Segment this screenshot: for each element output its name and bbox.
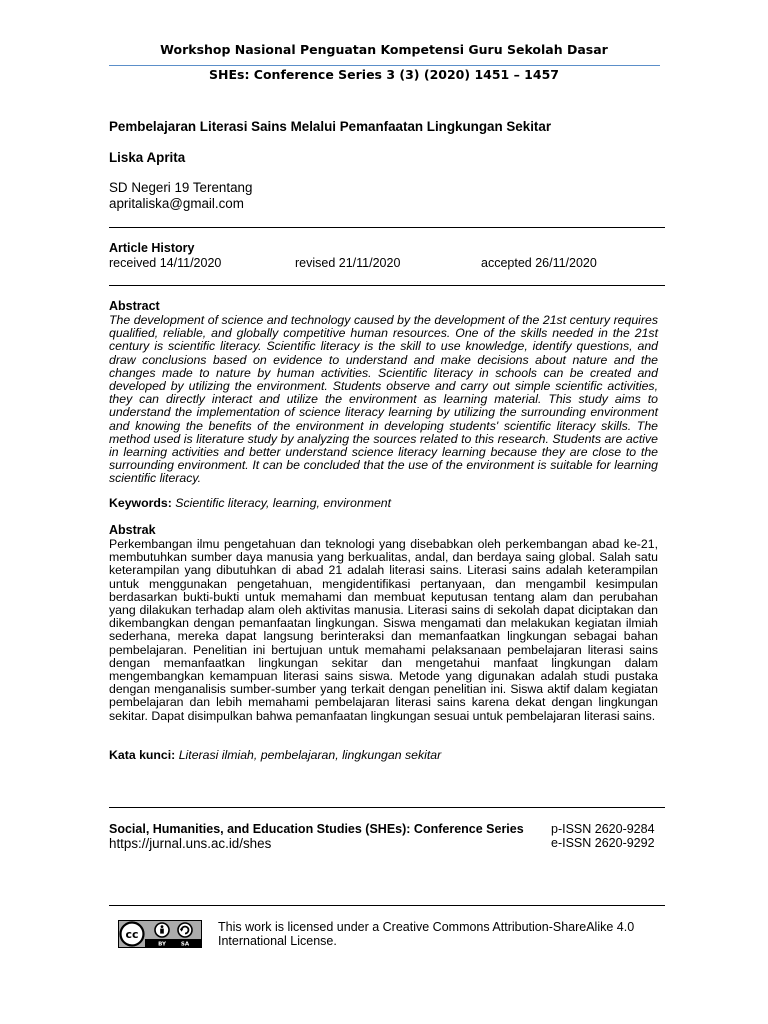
header-divider (109, 65, 660, 66)
author-email[interactable]: apritaliska@gmail.com (109, 196, 244, 211)
affiliation-text: SD Negeri 19 Terentang (109, 180, 253, 195)
received-date: received 14/11/2020 (109, 256, 222, 270)
kata-kunci-value: Literasi ilmiah, pembelajaran, lingkungan sekitar (178, 748, 442, 762)
abstract-text: The development of science and technology caused by the development of the 21st century requires qualified, reliable, and globally competitive human resources. One of the skills needed in the 21st century is scientific literacy. Scientific literacy is the skill to use knowledge, identify questions, and draw conclusions based on evidence to understand and make decisions about nature and the changes made to nature by human activities. Scientific literacy in schools can be created and developed by utilizing the environment. Students observe and carry out simple scientific activities, they can directly interact and utilize the environment as learning material. This study aims to understand the implementation of science literacy learning by utilizing the surrounding environment and knowing the benefits of the environment in developing students' scientific literacy skills. The method used is literature study by analyzing the sources related to this research. Students are active in learning activities and better understand science literacy learning because they are close to the surrounding environment. It can be concluded that the use of the environment is suitable for learning scientific literacy. (109, 313, 658, 486)
cc-by-sa-icon[interactable] (118, 920, 202, 948)
keywords-line (109, 496, 391, 510)
kata-kunci-label: Kata kunci: (109, 748, 176, 762)
journal-name: Social, Humanities, and Education Studies (SHEs): Conference Series (109, 822, 524, 836)
series-citation: SHEs: Conference Series 3 (3) (2020) 1451 – 1457 (209, 67, 559, 82)
abstrak-heading: Abstrak (109, 523, 156, 537)
license-text[interactable]: This work is licensed under a Creative Commons Attribution-ShareAlike 4.0 International License. (218, 920, 635, 948)
abstrak-text: Perkembangan ilmu pengetahuan dan teknologi yang disebabkan oleh perkembangan abad ke-21, membutuhkan sumber daya manusia yang berkualitas, andal, dan berdaya saing global. Salah satu keterampilan yang dibutuhkan di abad 21 adalah literasi sains. Literasi sains adalah keterampilan untuk menggunakan pengetahuan, mengidentifikasi pertanyaan, dan mengambil kesimpulan berdasarkan bukti-bukti untuk memahami dan membuat keputusan tentang alam dan perubahan yang dilakukan terhadap alam oleh aktivitas manusia. Literasi sains di sekolah dapat diciptakan dan dikembangkan dengan pemanfaatan lingkungan. Siswa mengamati dan melakukan kegiatan ilmiah sederhana, mereka dapat langsung berinteraksi dan memanfaatkan lingkungan sebagai bahan pembelajaran. Penelitian ini bertujuan untuk memahami pelaksanaan pembelajaran literasi sains dengan memanfaatkan lingkungan sekitar dan mengetahui manfaat lingkungan dalam mengembangkan kemampuan literasi sains siswa. Metode yang digunakan adalah studi pustaka dengan menganalisis sumber-sumber yang terkait dengan penelitian ini. Siswa aktif dalam kegiatan pembelajaran dan lebih memahami pembelajaran literasi sains karena dekat dengan lingkungan sekitar. Dapat disimpulkan bahwa pemanfaatan lingkungan sesuai untuk pembelajaran literasi sains. (109, 537, 658, 723)
article-title: Pembelajaran Literasi Sains Melalui Pemanfaatan Lingkungan Sekitar (109, 119, 552, 134)
sa-label: SA (180, 941, 190, 948)
workshop-title: Workshop Nasional Penguatan Kompetensi Guru Sekolah Dasar (160, 42, 608, 57)
accepted-date: accepted 26/11/2020 (481, 256, 597, 270)
keywords-value: Scientific literacy, learning, environment (175, 496, 392, 510)
kata-kunci-line (109, 748, 441, 762)
article-history-label: Article History (109, 241, 195, 255)
divider-top (109, 227, 665, 228)
divider-license (109, 905, 665, 906)
e-issn: e-ISSN 2620-9292 (551, 836, 655, 850)
divider-history (109, 285, 665, 286)
keywords-label: Keywords: (109, 496, 172, 510)
revised-date: revised 21/11/2020 (295, 256, 401, 270)
cc-letters: cc (125, 928, 139, 942)
divider-footer (109, 807, 665, 808)
p-issn: p-ISSN 2620-9284 (551, 822, 655, 836)
author-affiliation (109, 180, 252, 212)
author-name: Liska Aprita (109, 150, 186, 165)
journal-url[interactable]: https://jurnal.uns.ac.id/shes (109, 836, 272, 851)
by-label: BY (158, 941, 166, 948)
abstract-heading: Abstract (109, 299, 160, 313)
